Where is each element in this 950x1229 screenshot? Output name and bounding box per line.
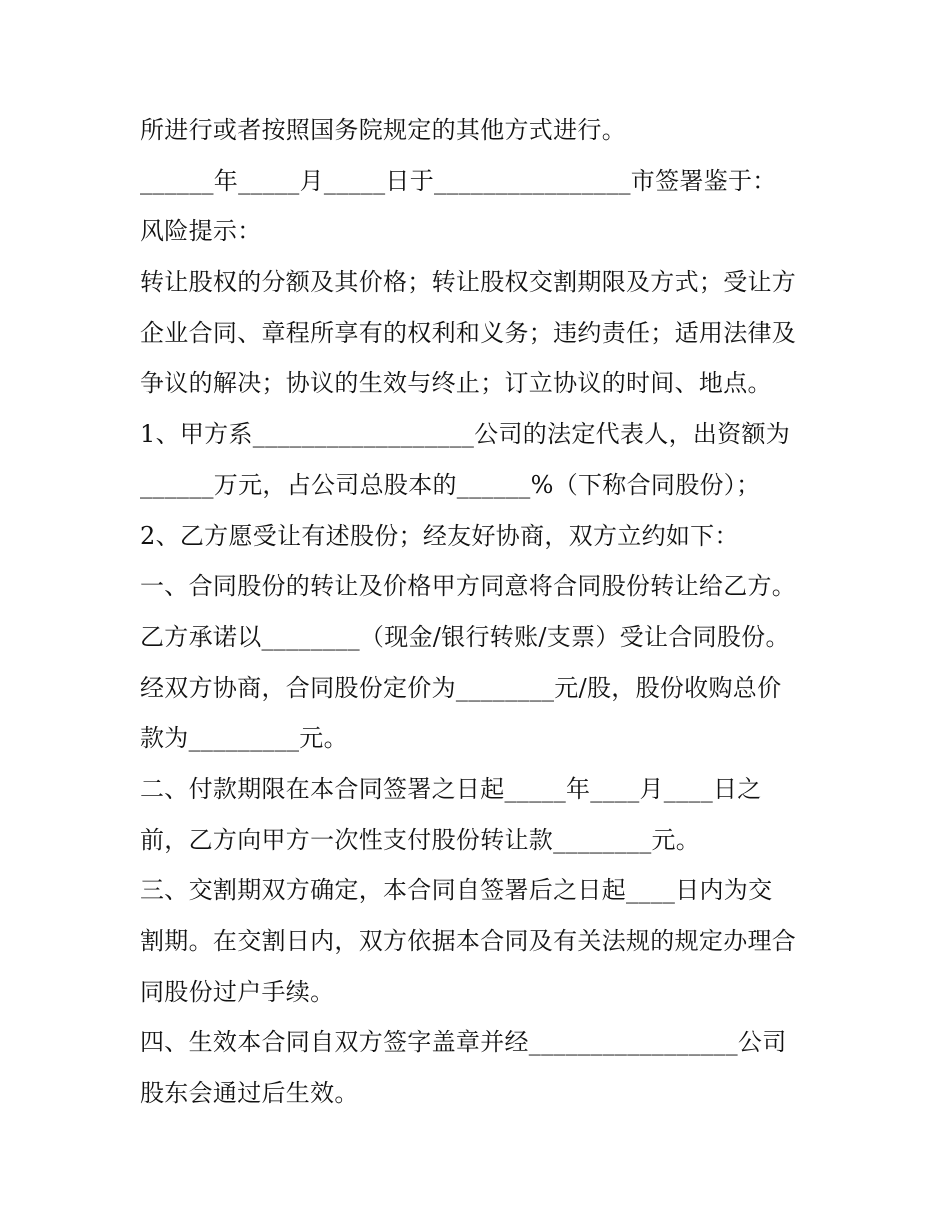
risk-heading: 风险提示： — [140, 217, 262, 246]
text-line: 所进行或者按照国务院规定的其他方式进行。 — [140, 116, 626, 144]
section-2: 二、付款期限在本合同签署之日起_____年____月____日之 — [140, 774, 762, 803]
clause-2: 2、乙方愿受让有述股份；经友好协商，双方立约如下： — [140, 521, 739, 550]
text-line: 款为_________元。 — [140, 724, 348, 753]
section-4: 四、生效本合同自双方签字盖章并经_________________公司 — [140, 1028, 787, 1057]
text-line: 转让股权的分额及其价格；转让股权交割期限及方式；受让方 — [140, 268, 797, 297]
signing-date-line: ______年_____月_____日于________________市签署鉴于： — [140, 166, 777, 195]
text-line: 股东会通过后生效。 — [140, 1079, 359, 1108]
section-3: 三、交割期双方确定，本合同自签署后之日起____日内为交 — [140, 876, 773, 905]
text-line: 割期。在交割日内，双方依据本合同及有关法规的规定办理合 — [140, 927, 797, 955]
text-line: 企业合同、章程所享有的权利和义务；违约责任；适用法律及 — [140, 318, 797, 347]
text-line: ______万元，占公司总股本的______%（下称合同股份）； — [140, 470, 761, 499]
document-page — [140, 105, 830, 1119]
text-line: 争议的解决；协议的生效与终止；订立协议的时间、地点。 — [140, 369, 772, 398]
text-line: 经双方协商，合同股份定价为________元/股，股份收购总价 — [140, 673, 782, 702]
text-line: 前，乙方向甲方一次性支付股份转让款________元。 — [140, 825, 701, 854]
clause-1: 1、甲方系__________________公司的法定代表人，出资额为 — [140, 420, 791, 449]
text-line: 乙方承诺以________（现金/银行转账/支票）受让合同股份。 — [140, 622, 790, 651]
text-line: 同股份过户手续。 — [140, 977, 335, 1006]
section-1: 一、合同股份的转让及价格甲方同意将合同股份转让给乙方。 — [140, 572, 797, 601]
